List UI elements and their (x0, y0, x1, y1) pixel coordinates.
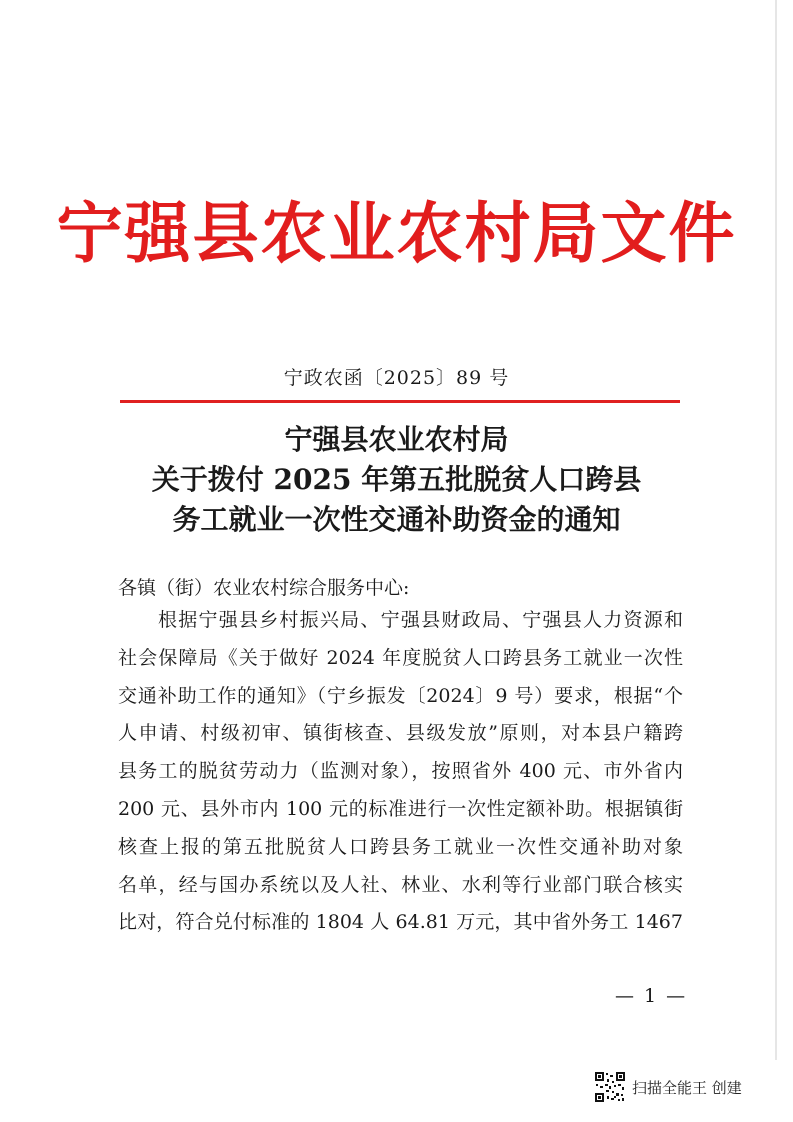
body-line: 社会保障局《关于做好 2024 年度脱贫人口跨县务工就业一次性 (118, 646, 683, 669)
notice-title (0, 420, 793, 540)
body-line: 人申请、村级初审、镇街核查、县级发放”原则，对本县户籍跨 (118, 722, 683, 745)
notice-title-line-3: 务工就业一次性交通补助资金的通知 (172, 503, 621, 536)
red-separator-line (120, 400, 680, 403)
notice-title-line-1: 宁强县农业农村局 (284, 423, 509, 456)
salutation: 各镇（街）农业农村综合服务中心: (118, 577, 410, 599)
body-line: 核查上报的第五批脱贫人口跨县务工就业一次性交通补助对象 (118, 835, 683, 858)
body-line: 根据宁强县乡村振兴局、宁强县财政局、宁强县人力资源和 (158, 609, 683, 631)
body-line: 县务工的脱贫劳动力（监测对象），按照省外 400 元、市外省内 (118, 760, 683, 783)
body-line: 200 元、县外市内 100 元的标准进行一次性定额补助。根据镇街 (118, 797, 683, 820)
body-line: 比对，符合兑付标准的 1804 人 64.81 万元，其中省外务工 1467 (118, 911, 683, 934)
scan-watermark (594, 1068, 742, 1106)
body-line: 交通补助工作的通知》（宁乡振发〔2024〕9 号）要求，根据“个 (118, 684, 683, 707)
scan-watermark-text: 扫描全能王 创建 (632, 1078, 742, 1097)
document-number: 宁政农函〔2025〕89 号 (283, 367, 510, 389)
qr-code-icon (594, 1071, 626, 1103)
notice-title-line-2: 关于拨付 2025 年第五批脱贫人口跨县 (151, 463, 642, 496)
body-paragraph (118, 602, 683, 942)
page-number: — 1 — (615, 985, 688, 1007)
agency-header-title: 宁强县农业农村局文件 (56, 195, 737, 272)
body-line: 名单，经与国办系统以及人社、林业、水利等行业部门联合核实 (118, 873, 683, 896)
